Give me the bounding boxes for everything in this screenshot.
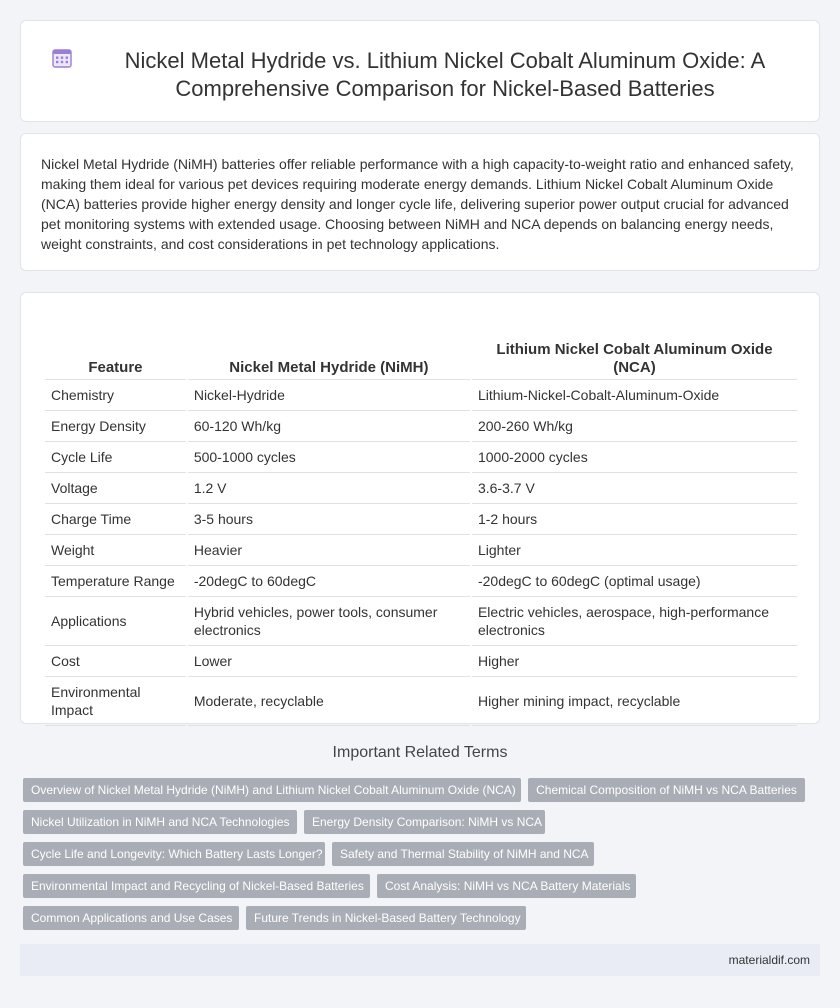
table-row	[45, 566, 797, 597]
table-row	[45, 535, 797, 566]
intro-card	[20, 133, 820, 271]
comparison-table	[43, 315, 799, 726]
related-tag[interactable]: Common Applications and Use Cases	[23, 906, 239, 930]
table-header-row	[45, 315, 797, 380]
cell-feature: Energy Density	[45, 411, 186, 442]
cell-nimh: Moderate, recyclable	[188, 677, 470, 726]
cell-feature: Charge Time	[45, 504, 186, 535]
related-tag[interactable]: Environmental Impact and Recycling of Nickel-Based Batteries	[23, 874, 370, 898]
table-row	[45, 646, 797, 677]
cell-nimh: 3-5 hours	[188, 504, 470, 535]
table-row	[45, 473, 797, 504]
table-row	[45, 380, 797, 411]
cell-nimh: 1.2 V	[188, 473, 470, 504]
page-title: Nickel Metal Hydride vs. Lithium Nickel Cobalt Aluminum Oxide: A Comprehensive Comparison for Nickel-Based Batteries	[124, 48, 766, 101]
cell-nca: Higher	[472, 646, 797, 677]
cell-feature: Temperature Range	[45, 566, 186, 597]
related-terms-title: Important Related Terms	[332, 744, 508, 761]
header-feature: Feature	[45, 315, 186, 380]
table-row	[45, 597, 797, 646]
cell-nimh: Lower	[188, 646, 470, 677]
cell-nca: -20degC to 60degC (optimal usage)	[472, 566, 797, 597]
cell-feature: Chemistry	[45, 380, 186, 411]
cell-nca: Electric vehicles, aerospace, high-performance electronics	[472, 597, 797, 646]
related-tag[interactable]: Energy Density Comparison: NiMH vs NCA	[304, 810, 545, 834]
cell-nca: 1-2 hours	[472, 504, 797, 535]
comparison-table-card	[20, 292, 820, 724]
cell-nimh: 500-1000 cycles	[188, 442, 470, 473]
cell-feature: Applications	[45, 597, 186, 646]
related-tag[interactable]: Cycle Life and Longevity: Which Battery Lasts Longer?	[23, 842, 325, 866]
cell-nimh: -20degC to 60degC	[188, 566, 470, 597]
footer	[20, 944, 820, 976]
related-tag[interactable]: Nickel Utilization in NiMH and NCA Technologies	[23, 810, 297, 834]
footer-site-link[interactable]: materialdif.com	[728, 953, 810, 967]
related-tag[interactable]: Cost Analysis: NiMH vs NCA Battery Materials	[377, 874, 636, 898]
related-tag[interactable]: Overview of Nickel Metal Hydride (NiMH) and Lithium Nickel Cobalt Aluminum Oxide (NCA)	[23, 778, 521, 802]
cell-nimh: Hybrid vehicles, power tools, consumer electronics	[188, 597, 470, 646]
cell-nca: Higher mining impact, recyclable	[472, 677, 797, 726]
intro-paragraph: Nickel Metal Hydride (NiMH) batteries offer reliable performance with a high capacity-to-weight ratio and enhanced safety, making them ideal for various pet devices requiring moderate energy demands. Lithium Nickel Cobalt Aluminum Oxide (NCA) batteries provide higher energy density and longer cycle life, delivering superior power output crucial for advanced pet monitoring systems with extended usage. Choosing between NiMH and NCA depends on balancing energy needs, weight constraints, and cost considerations in pet technology applications.	[41, 156, 794, 252]
cell-nca: 200-260 Wh/kg	[472, 411, 797, 442]
table-row	[45, 504, 797, 535]
header-nimh: Nickel Metal Hydride (NiMH)	[188, 315, 470, 380]
table-row	[45, 442, 797, 473]
cell-feature: Cost	[45, 646, 186, 677]
cell-nca: Lighter	[472, 535, 797, 566]
cell-nca: 1000-2000 cycles	[472, 442, 797, 473]
cell-feature: Cycle Life	[45, 442, 186, 473]
cell-nimh: Heavier	[188, 535, 470, 566]
related-tag[interactable]: Safety and Thermal Stability of NiMH and NCA	[332, 842, 594, 866]
cell-nca: 3.6-3.7 V	[472, 473, 797, 504]
cell-feature: Environmental Impact	[45, 677, 186, 726]
table-row	[45, 411, 797, 442]
table-row	[45, 677, 797, 726]
cell-feature: Weight	[45, 535, 186, 566]
related-tag[interactable]: Future Trends in Nickel-Based Battery Technology	[246, 906, 526, 930]
title-card	[20, 20, 820, 122]
related-tag[interactable]: Chemical Composition of NiMH vs NCA Batteries	[528, 778, 805, 802]
cell-nca: Lithium-Nickel-Cobalt-Aluminum-Oxide	[472, 380, 797, 411]
cell-nimh: Nickel-Hydride	[188, 380, 470, 411]
header-nca: Lithium Nickel Cobalt Aluminum Oxide (NCA)	[472, 315, 797, 380]
cell-nimh: 60-120 Wh/kg	[188, 411, 470, 442]
cell-feature: Voltage	[45, 473, 186, 504]
